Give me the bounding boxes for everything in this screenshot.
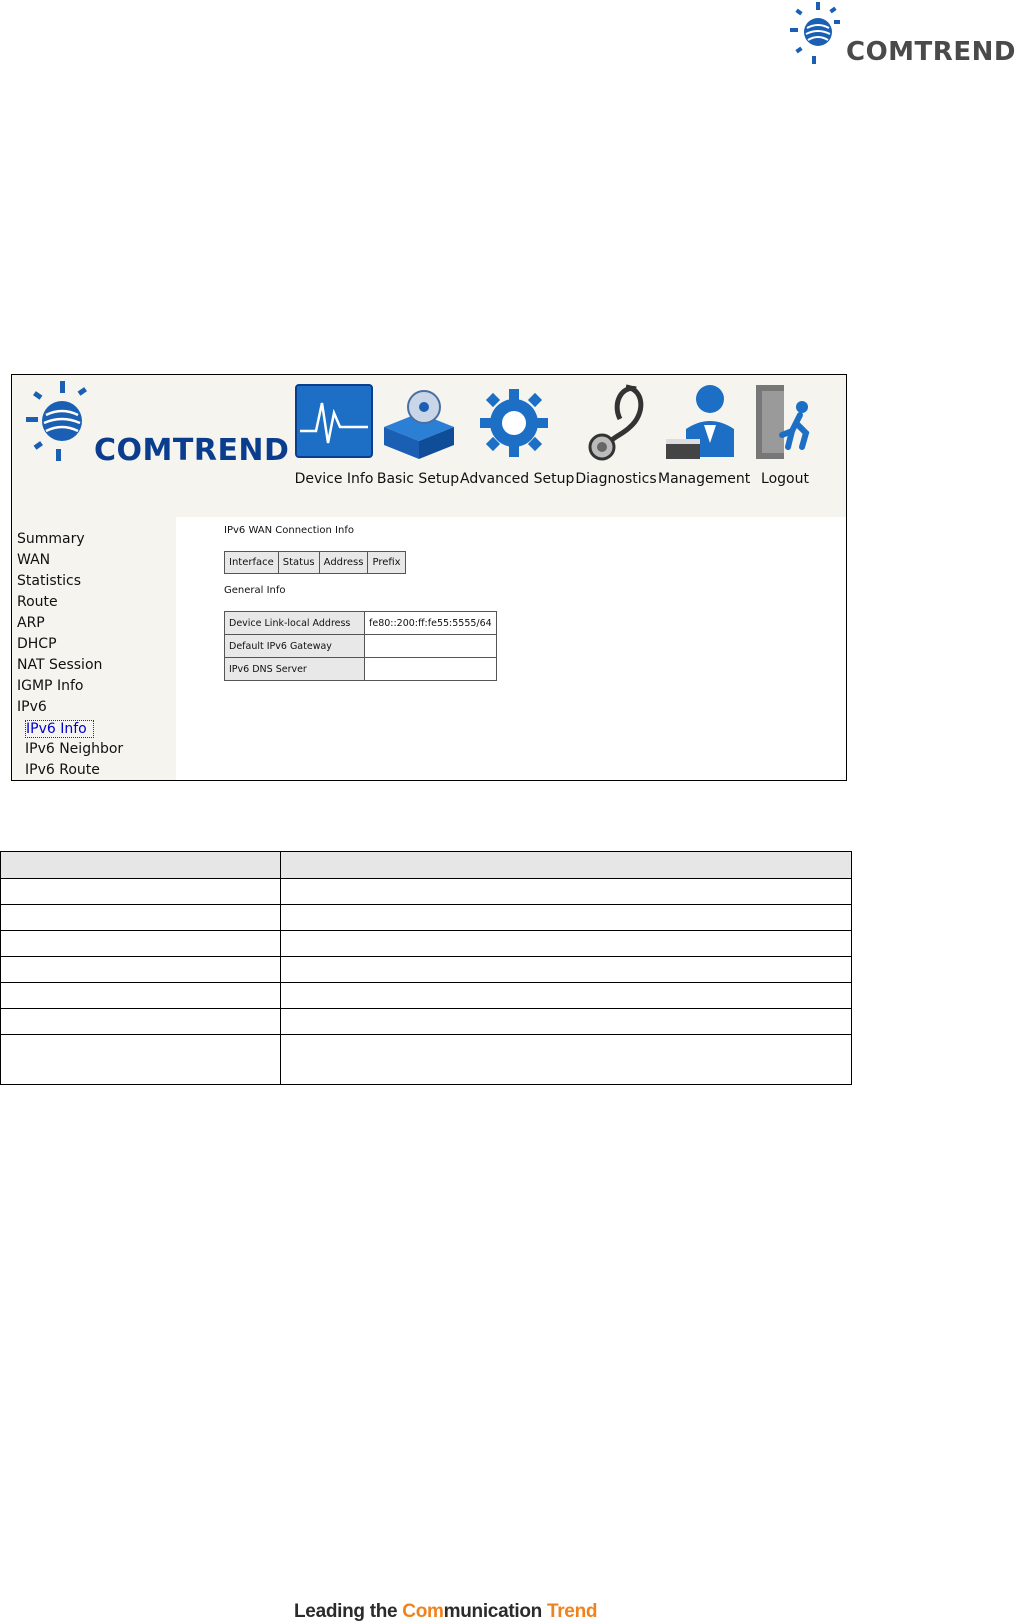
comtrend-globe-icon [790, 0, 846, 64]
info-value [365, 658, 497, 681]
info-key: Device Link-local Address [225, 612, 365, 635]
router-brand-wordmark: COMTREND [94, 433, 290, 468]
table-row [1, 957, 852, 983]
sidebar-item-route[interactable]: Route [17, 594, 58, 610]
sidebar-item-wan[interactable]: WAN [17, 552, 51, 568]
sidebar-item-statistics[interactable]: Statistics [17, 573, 81, 589]
footer-tagline: Leading the Communication Trend [294, 1601, 598, 1622]
table-row [225, 635, 497, 658]
table-row [1, 983, 852, 1009]
router-content [176, 517, 846, 780]
nav-logout[interactable]: Logout [750, 375, 820, 517]
router-header [12, 375, 846, 517]
comtrend-globe-icon [26, 379, 96, 461]
table-row [1, 905, 852, 931]
general-info-title: General Info [224, 585, 286, 596]
wan-connection-table [224, 551, 406, 574]
sidebar-item-ipv6-neighbor[interactable]: IPv6 Neighbor [25, 741, 124, 757]
page-header-logo [790, 0, 1016, 70]
page-logo-wordmark: COMTREND [846, 37, 1016, 67]
info-value [365, 635, 497, 658]
table-row [225, 612, 497, 635]
table-header-row [1, 852, 852, 879]
nav-diagnostics[interactable]: Diagnostics [574, 375, 658, 517]
sidebar-item-summary[interactable]: Summary [17, 531, 85, 547]
table-row [1, 931, 852, 957]
info-key: Default IPv6 Gateway [225, 635, 365, 658]
column-header-status: Status [278, 552, 319, 574]
sidebar-item-nat-session[interactable]: NAT Session [17, 657, 103, 673]
column-header-address: Address [319, 552, 368, 574]
logout-exit-icon [754, 383, 820, 461]
sidebar-item-ipv6[interactable]: IPv6 [17, 699, 47, 715]
sidebar-item-ipv6-info[interactable]: IPv6 Info [25, 720, 94, 738]
nav-advanced-setup[interactable]: Advanced Setup [460, 375, 574, 517]
column-header-interface: Interface [225, 552, 279, 574]
table-row [1, 1009, 852, 1035]
management-user-icon [664, 383, 744, 461]
info-value: fe80::200:ff:fe55:5555/64 [365, 612, 497, 635]
basic-setup-icon [380, 383, 458, 461]
table-row [225, 658, 497, 681]
nav-basic-setup[interactable]: Basic Setup [376, 375, 460, 517]
sidebar-item-igmp-info[interactable]: IGMP Info [17, 678, 84, 694]
info-key: IPv6 DNS Server [225, 658, 365, 681]
sidebar-item-ipv6-route[interactable]: IPv6 Route [25, 762, 100, 778]
table-row [1, 1035, 852, 1085]
device-info-icon [294, 383, 374, 461]
column-header-prefix: Prefix [368, 552, 405, 574]
stethoscope-icon [582, 383, 650, 461]
router-ui-screenshot [11, 374, 847, 781]
sidebar-item-dhcp[interactable]: DHCP [17, 636, 57, 652]
advanced-setup-gear-icon [478, 383, 556, 461]
sidebar-item-arp[interactable]: ARP [17, 615, 45, 631]
table-row [1, 879, 852, 905]
wan-connection-title: IPv6 WAN Connection Info [224, 525, 354, 536]
nav-management[interactable]: Management [658, 375, 750, 517]
router-brand-logo [26, 379, 296, 469]
nav-device-info[interactable]: Device Info [292, 375, 376, 517]
router-sidebar [12, 517, 176, 780]
document-table [0, 851, 852, 1085]
general-info-table [224, 611, 497, 681]
